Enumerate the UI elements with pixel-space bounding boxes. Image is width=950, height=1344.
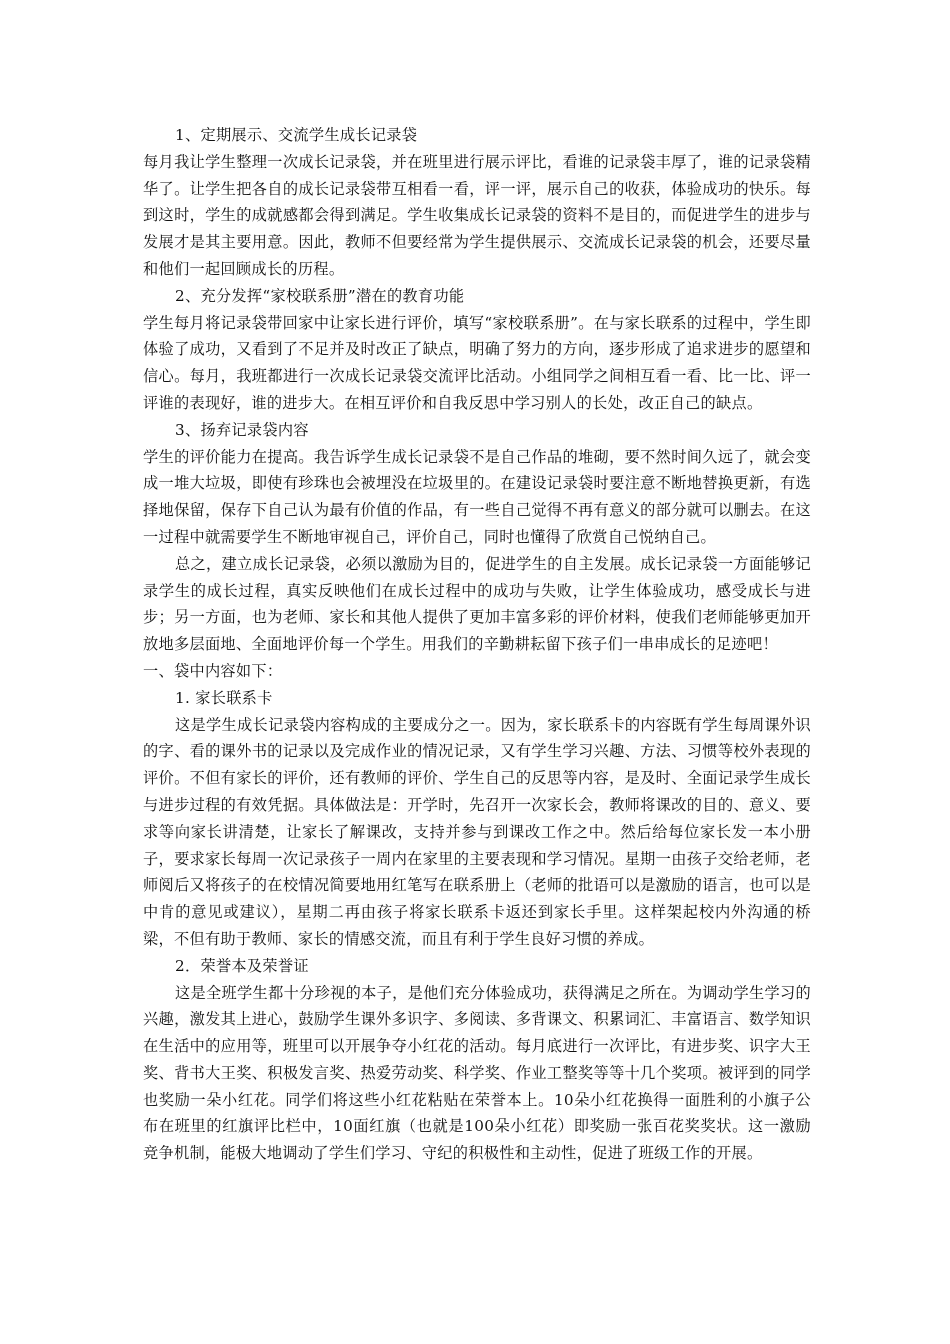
heading-family-school-book: 2、充分发挥“家校联系册”潜在的教育功能 [175,286,465,305]
paragraph-family-school-book: 学生每月将记录袋带回家中让家长进行评价，填写“家校联系册”。在与家长联系的过程中，学生即体验了成功，又看到了不足并及时改正了缺点，明确了努力的方向，逐步形成了追求进步的愿望和信心。每月，我班都进行一次成长记录袋交流评比活动。小组同学之间相互看一看、比一比、评一评谁的表现好，谁的进步大。在相互评价和自我反思中学习别人的长处，改正自己的缺点。 [143,313,811,412]
document-body [143,122,811,1167]
heading-regular-display: 1、定期展示、交流学生成长记录袋 [175,126,418,144]
heading-discard-content: 3、扬弃记录袋内容 [175,420,309,439]
heading-bag-contents: 一、袋中内容如下： [143,661,283,680]
heading-parent-contact-card: 1. 家长联系卡 [175,688,273,707]
paragraph-summary: 总之，建立成长记录袋，必须以激励为目的，促进学生的自主发展。成长记录袋一方面能够记录学生的成长过程，真实反映他们在成长过程中的成功与失败，让学生体验成功，感受成长与进步；另一方面，也为老师、家长和其他人提供了更加丰富多彩的评价材料，使我们老师能够更加开放地多层面地、全面地评价每一个学生。用我们的辛勤耕耘留下孩子们一串串成长的足迹吧！ [143,554,811,654]
paragraph-honor-book: 这是全班学生都十分珍视的本子，是他们充分体验成功，获得满足之所在。为调动学生学习的兴趣，激发其上进心，鼓励学生课外多识字、多阅读、多背课文、积累词汇、丰富语言、数学知识在生活中的应用等，班里可以开展争夺小红花的活动。每月底进行一次评比，有进步奖、识字大王奖、背书大王奖、积极发言奖、热爱劳动奖、科学奖、作业工整奖等等十几个奖项。被评到的同学也奖励一朵小红花。同学们将这些小红花粘贴在荣誉本上。10朵小红花换得一面胜利的小旗子公布在班里的红旗评比栏中，10面红旗（也就是100朵小红花）即奖励一张百花奖奖状。这一激励竞争机制，能极大地调动了学生们学习、守纪的积极性和主动性，促进了班级工作的开展。 [143,983,811,1163]
heading-honor-book: 2．荣誉本及荣誉证 [175,956,309,975]
paragraph-discard-content: 学生的评价能力在提高。我告诉学生成长记录袋不是自己作品的堆砌，要不然时间久远了，就会变成一堆大垃圾，即使有珍珠也会被埋没在垃圾里的。在建设记录袋时要注意不断地替换更新，有选择地保留，保存下自己认为最有价值的作品，有一些自己觉得不再有意义的部分就可以删去。在这一过程中就需要学生不断地审视自己，评价自己，同时也懂得了欣赏自己悦纳自己。 [143,447,811,546]
paragraph-parent-contact-card: 这是学生成长记录袋内容构成的主要成分之一。因为，家长联系卡的内容既有学生每周课外识的字、看的课外书的记录以及完成作业的情况记录，又有学生学习兴趣、方法、习惯等校外表现的评价。不但有家长的评价，还有教师的评价、学生自己的反思等内容，是及时、全面记录学生成长与进步过程的有效凭据。具体做法是：开学时，先召开一次家长会，教师将课改的目的、意义、要求等向家长讲清楚，让家长了解课改，支持并参与到课改工作之中。然后给每位家长发一本小册子，要求家长每周一次记录孩子一周内在家里的主要表现和学习情况。星期一由孩子交给老师，老师阅后又将孩子的在校情况简要地用红笔写在联系册上（老师的批语可以是激励的语言，也可以是中肯的意见或建议），星期二再由孩子将家长联系卡返还到家长手里。这样架起校内外沟通的桥梁，不但有助于教师、家长的情感交流，而且有利于学生良好习惯的养成。 [143,715,811,948]
paragraph-regular-display: 每月我让学生整理一次成长记录袋，并在班里进行展示评比，看谁的记录袋丰厚了，谁的记录袋精华了。让学生把各自的成长记录袋带互相看一看，评一评，展示自己的收获，体验成功的快乐。每到这时，学生的成就感都会得到满足。学生收集成长记录袋的资料不是目的，而促进学生的进步与发展才是其主要用意。因此，教师不但要经常为学生提供展示、交流成长记录袋的机会，还要尽量和他们一起回顾成长的历程。 [143,152,811,278]
